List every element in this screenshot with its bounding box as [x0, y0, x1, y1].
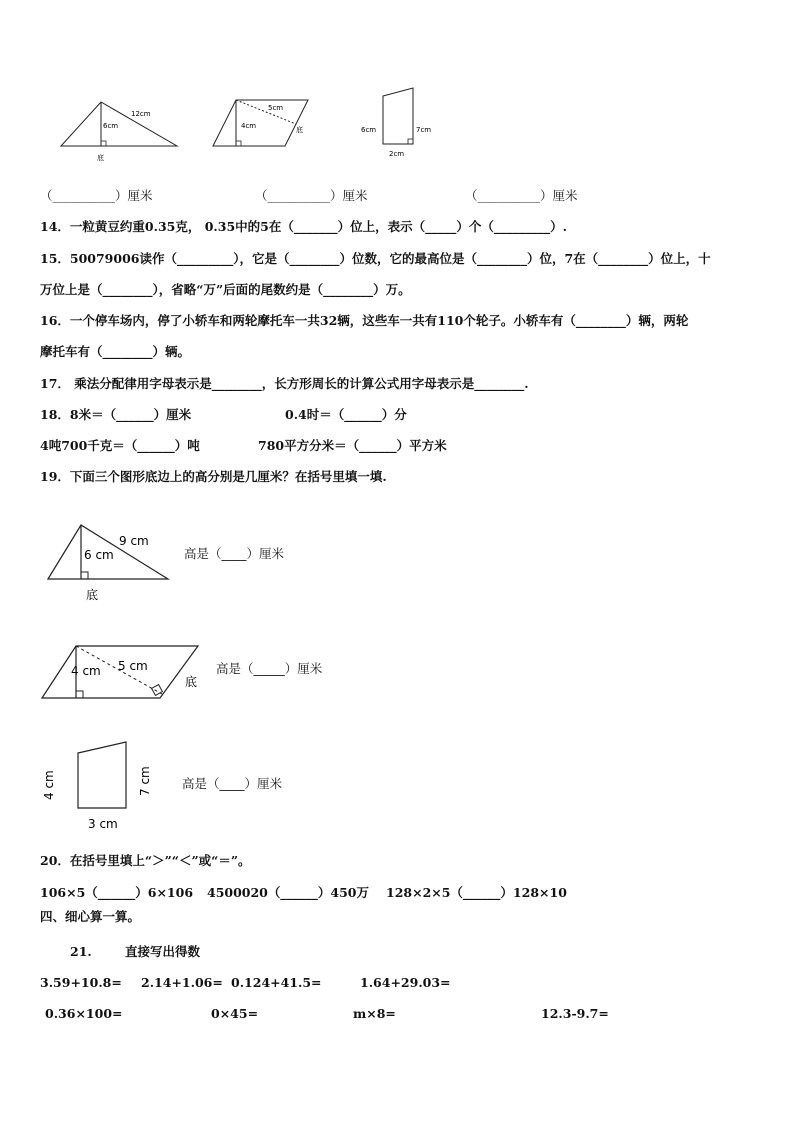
top-tri-hyp-label: 12cm [131, 110, 151, 118]
calc-item: 2.14+1.06= [141, 975, 223, 990]
question-21-title: 直接写出得数 [125, 944, 201, 959]
section-4-heading: 四、细心算一算。 [40, 909, 141, 924]
q19-trap-left-label: 4 cm [42, 770, 56, 800]
top-para-height-label: 4cm [241, 122, 257, 130]
q19-answer-2[interactable]: 高是（_____）厘米 [216, 661, 323, 676]
q19-answer-1[interactable]: 高是（____）厘米 [184, 546, 285, 561]
calc-item: 12.3-9.7= [541, 1006, 609, 1021]
top-parallelogram-figure [210, 96, 320, 156]
calc-item: 0×45= [211, 1006, 259, 1021]
answer-blank-1[interactable]: （__________）厘米 [40, 188, 153, 203]
answer-blank-3[interactable]: （__________）厘米 [465, 188, 578, 203]
question-16-line2: 摩托车有（________）辆。 [40, 344, 191, 359]
calc-item: 1.64+29.03= [360, 975, 451, 990]
question-18-c: 4吨700千克＝（______）吨 [40, 438, 200, 453]
top-trapezoid-figure [358, 86, 438, 162]
question-16-line1: 16．一个停车场内，停了小轿车和两轮摩托车一共32辆，这些车一共有110个轮子。小轿车有（________）辆，两轮 [40, 313, 689, 328]
top-trap-left-label: 6cm [361, 126, 377, 134]
question-15-line1: 15．50079006读作（_________），它是（________）位数，它的最高位是（________）位，7在（________）位上，十 [40, 251, 711, 266]
calc-item: 3.59+10.8= [40, 975, 122, 990]
top-para-diag-label: 5cm [268, 104, 284, 112]
q19-trapezoid-figure [40, 738, 160, 834]
q19-trap-right-label: 7 cm [138, 766, 152, 796]
q19-para-base-label: 底 [185, 675, 198, 689]
q19-tri-height-label: 6 cm [84, 548, 114, 562]
top-tri-height-label: 6cm [103, 122, 119, 130]
q19-parallelogram-figure [40, 644, 210, 702]
top-trap-bottom-label: 2cm [389, 150, 405, 158]
question-20-b: 4500020（______）450万 [207, 885, 369, 900]
calc-item: m×8= [353, 1006, 396, 1021]
q19-tri-side-label: 9 cm [119, 534, 149, 548]
question-18-a: 18．8米＝（______）厘米 [40, 407, 192, 422]
question-21-number: 21. [70, 944, 92, 959]
question-18-b: 0.4时＝（______）分 [285, 407, 407, 422]
top-triangle-figure [55, 96, 185, 166]
question-15-line2: 万位上是（________），省略“万”后面的尾数约是（________）万。 [40, 282, 411, 297]
question-17: 17． 乘法分配律用字母表示是________，长方形周长的计算公式用字母表示是________. [40, 376, 529, 391]
q19-para-height-label: 4 cm [71, 664, 101, 678]
top-tri-base-label: 底 [97, 154, 104, 162]
calc-item: 0.36×100= [45, 1006, 123, 1021]
top-trap-right-label: 7cm [416, 126, 432, 134]
question-14: 14．一粒黄豆约重0.35克， 0.35中的5在（_______）位上，表示（_____）个（_________）. [40, 219, 567, 234]
question-20-prompt: 20．在括号里填上“＞”“＜”或“＝”。 [40, 853, 251, 868]
question-18-d: 780平方分米＝（______）平方米 [258, 438, 447, 453]
calc-item: 0.124+41.5= [231, 975, 322, 990]
q19-trap-bottom-label: 3 cm [88, 817, 118, 831]
top-para-base-label: 底 [296, 126, 303, 134]
question-20-c: 128×2×5（______）128×10 [386, 885, 567, 900]
question-20-a: 106×5（______）6×106 [40, 885, 194, 900]
q19-para-diag-label: 5 cm [118, 659, 148, 673]
q19-tri-base-label: 底 [86, 588, 99, 602]
q19-answer-3[interactable]: 高是（____）厘米 [182, 776, 283, 791]
answer-blank-2[interactable]: （__________）厘米 [255, 188, 368, 203]
question-19-prompt: 19．下面三个图形底边上的高分别是几厘米？在括号里填一填. [40, 469, 387, 484]
q19-triangle-figure [45, 523, 175, 605]
